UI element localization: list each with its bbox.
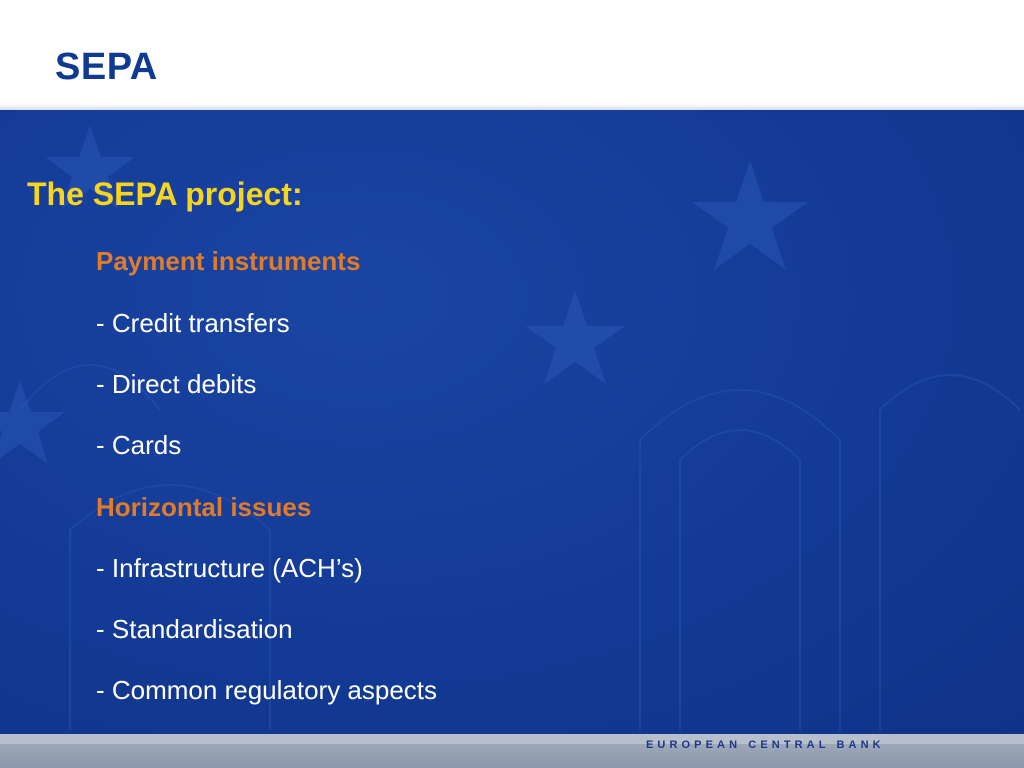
section-title-payment-instruments: Payment instruments: [96, 246, 361, 276]
slide-body: [0, 110, 1024, 734]
section-title-horizontal-issues: Horizontal issues: [96, 492, 312, 522]
list-item: - Infrastructure (ACH’s): [96, 553, 363, 583]
institution-name: EUROPEAN CENTRAL BANK: [646, 739, 885, 751]
list-item: - Cards: [96, 430, 182, 460]
list-item: - Credit transfers: [96, 308, 290, 338]
slide-header: [0, 0, 1024, 110]
list-item: - Standardisation: [96, 614, 293, 644]
slide-title: SEPA: [55, 46, 158, 88]
list-item: - Common regulatory aspects: [96, 675, 438, 705]
slide-footer: [0, 734, 1024, 768]
content-heading: The SEPA project:: [27, 176, 303, 212]
slide-content: [0, 110, 1024, 734]
list-item: - Direct debits: [96, 369, 257, 399]
